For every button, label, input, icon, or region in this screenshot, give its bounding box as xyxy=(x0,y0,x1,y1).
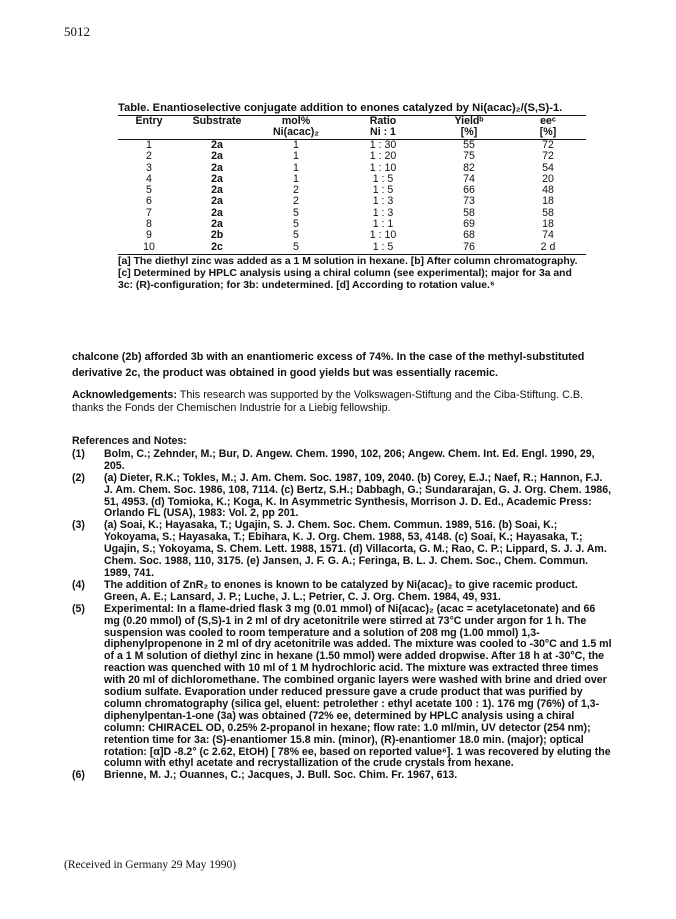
table-cell-ee: 72 xyxy=(542,150,554,163)
header-ee: eeᶜ xyxy=(540,115,556,127)
table-row xyxy=(118,219,586,230)
table-row xyxy=(118,196,586,207)
table-cell-entry: 7 xyxy=(146,206,152,219)
reference-text: (a) Dieter, R.K.; Tokles, M.; J. Am. Chem. Soc. 1987, 109, 2040. (b) Corey, E.J.; Naef, R.; Hannon, F.J. J. Am. Chem. Soc. 1986, 108, 7114. (c) Bertz, S.H.; Dabbagh, G.; Sundararajan, G. J. Org. Chem. 1986, 51, 4953. (d) Tomioka, K.; Koga, K. In Asymmetric Synthesis, Morrison J. D. Ed., Academic Press: Orlando FL (USA), 1983: Vol. 2, pp 201. xyxy=(104,471,612,520)
reference-number: (2) xyxy=(72,471,85,484)
table-cell-mol: 2 xyxy=(293,184,299,197)
table-cell-yield: 76 xyxy=(428,242,510,255)
table-caption: Table. Enantioselective conjugate addition to enones catalyzed by Ni(acac)₂/(S,S)-1. xyxy=(118,102,586,116)
reference-text: (a) Soai, K.; Hayasaka, T.; Ugajin, S. J. Chem. Soc. Chem. Commun. 1989, 516. (b) Soai, K.; Yokoyama, S.; Hayasaka, T.; Ebihara, K. J. Org. Chem. 1988, 53, 4148. (c) Soai, K.; Hayasaka, T.; Ugajin, S.; Yokoyama, S. Chem. Lett. 1988, 1571. (d) Villacorta, G. M.; Rao, C. P.; Lippard, S. J. J. Am. Chem. Soc. 1988, 110, 3175. (e) Jansen, J. F. G. A.; Feringa, B. L. J. Chem. Soc., Chem. Commun. 1989, 741. xyxy=(104,519,607,579)
table-cell-substrate: 2a xyxy=(211,195,223,208)
header-unit-mol: Ni(acac)₂ xyxy=(254,127,338,140)
table-cell-yield: 73 xyxy=(463,195,475,208)
reference-number: (5) xyxy=(72,602,85,615)
table-cell-yield: 74 xyxy=(463,172,475,185)
table-cell-ee: 48 xyxy=(542,184,554,197)
table-cell-entry: 6 xyxy=(146,195,152,208)
header-unit-ratio: Ni : 1 xyxy=(338,127,428,140)
reference-item xyxy=(72,580,612,604)
table-cell-ee: 74 xyxy=(542,229,554,242)
received-date: (Received in Germany 29 May 1990) xyxy=(64,859,237,871)
table-footnotes: [a] The diethyl zinc was added as a 1 M solution in hexane. [b] After column chromatography. [c] Determined by HPLC analysis using a chiral column (see experimental); major for 3a and 3c: (R)-configuration; for 3b: undetermined. [d] According to rotation value.⁶ xyxy=(118,255,578,291)
table-cell-yield: 66 xyxy=(463,184,475,197)
table-cell-ratio: 1 : 3 xyxy=(372,206,394,219)
table-cell-entry: 9 xyxy=(146,229,152,242)
table-cell-ratio: 1 : 3 xyxy=(372,195,394,208)
table-cell-mol: 5 xyxy=(254,242,338,255)
table-cell-ratio: 1 : 1 xyxy=(372,218,394,231)
table-cell-mol: 1 xyxy=(293,139,299,151)
table-cell-ee: 72 xyxy=(542,139,554,151)
header-ratio: Ratio xyxy=(369,115,397,127)
table-cell-entry: 10 xyxy=(118,242,180,255)
reference-number: (3) xyxy=(72,519,85,532)
table-cell-substrate: 2a xyxy=(211,150,223,163)
table-header-row xyxy=(118,116,586,127)
header-yield: Yieldᵇ xyxy=(454,115,484,127)
table-cell-yield: 55 xyxy=(463,139,475,151)
table-cell-ratio: 1 : 20 xyxy=(369,150,397,163)
reference-text: Bolm, C.; Zehnder, M.; Bur, D. Angew. Chem. 1990, 102, 206; Angew. Chem. Int. Ed. Engl. 1990, 29, 205. xyxy=(104,447,595,472)
table-row xyxy=(118,208,586,219)
table-cell-substrate: 2a xyxy=(211,184,223,197)
body-paragraph: chalcone (2b) afforded 3b with an enantiomeric excess of 74%. In the case of the methyl-substituted derivative 2c, the product was obtained in good yields but was essentially racemic. xyxy=(72,351,585,379)
table-row xyxy=(118,230,586,241)
table-cell-yield: 82 xyxy=(463,161,475,174)
table-row xyxy=(118,242,586,255)
table-row xyxy=(118,163,586,174)
table-header-units-row xyxy=(118,127,586,140)
table-cell-mol: 1 xyxy=(293,172,299,185)
table-row xyxy=(118,140,586,152)
table-row xyxy=(118,174,586,185)
table-cell-ratio: 1 : 10 xyxy=(369,161,397,174)
table-cell-mol: 5 xyxy=(293,206,299,219)
table-cell-entry: 8 xyxy=(146,218,152,231)
table-cell-substrate: 2a xyxy=(211,206,223,219)
table-cell-yield: 68 xyxy=(463,229,475,242)
table-cell-mol: 5 xyxy=(293,218,299,231)
header-mol: mol% xyxy=(281,115,311,127)
table-cell-substrate: 2b xyxy=(210,229,224,242)
acknowledgements xyxy=(72,389,607,414)
reference-number: (4) xyxy=(72,578,85,591)
table-cell-ee: 18 xyxy=(542,195,554,208)
acknowledgements-label: Acknowledgements: xyxy=(72,389,177,401)
table-body xyxy=(118,140,586,255)
table-row xyxy=(118,185,586,196)
table-cell-substrate: 2c xyxy=(180,242,254,255)
references-section xyxy=(72,436,612,782)
references-heading: References and Notes: xyxy=(72,435,187,447)
table-cell-ee: 20 xyxy=(542,172,554,185)
reference-item xyxy=(72,604,612,771)
reference-number: (1) xyxy=(72,447,85,460)
reference-item xyxy=(72,520,612,580)
reference-number: (6) xyxy=(72,769,85,782)
reference-item xyxy=(72,449,612,473)
table-cell-yield: 69 xyxy=(463,218,475,231)
table-row xyxy=(118,151,586,162)
page-number: 5012 xyxy=(64,24,90,39)
header-unit-entry xyxy=(118,127,180,140)
table-cell-yield: 75 xyxy=(463,150,475,163)
table-cell-entry: 3 xyxy=(146,161,152,174)
table-cell-entry: 1 xyxy=(146,139,152,151)
table-cell-mol: 5 xyxy=(293,229,299,242)
table-cell-yield: 58 xyxy=(463,206,475,219)
table-cell-ratio: 1 : 5 xyxy=(372,172,394,185)
table-cell-substrate: 2a xyxy=(211,139,223,151)
table-cell-substrate: 2a xyxy=(211,161,223,174)
table-cell-mol: 1 xyxy=(293,150,299,163)
table-cell-ee: 2 d xyxy=(510,242,586,255)
table-cell-substrate: 2a xyxy=(211,172,223,185)
reference-text: Experimental: In a flame-dried flask 3 mg (0.01 mmol) of Ni(acac)₂ (acac = acetylacetonate) and 66 mg (0.20 mmol) of (S,S)-1 in 2 ml of dry acetonitrile were stirred at 73°C under argon for 1 h. The suspension was cooled to room temperature and a solution of 208 mg (1.00 mmol) 1,3-diphenylpropenone in 2 ml of dry acetonitrile was added. The mixture was cooled to -30°C and 1.5 ml of a 1 M solution of diethyl zinc in hexane (1.50 mmol) were added dropwise. After 18 h at -30°C, the reaction was quenched with 10 ml of 1 M hydrochloric acid. The mixture was extracted three times with 20 ml of dichloromethane. The combined organic layers were washed with brine and dried over sodium sulfate. Evaporation under reduced pressure gave a crude product that was purified by column chromatography (silica gel, eluent: petrolether : ethyl acetate 100 : 1). 176 mg (76%) of 1,3-diphenylpentan-1-one (3a) was obtained (72% ee, determined by HPLC analysis using a chiral column: CHIRACEL OD, 0.25% 2-propanol in hexane; flow rate: 1.0 ml/min, UV detector (254 nm); retention time for 3a: (S)-enantiomer 15.8 min. (minor), (R)-enantiomer 18.0 min. (major); optical rotation: [α]D -8.2° (c 2.62, EtOH) [ 78% ee, based on reported value⁶]. 1 was recovered by eluting the column with ethyl acetate and recrystallization of the crude crystals from hexane. xyxy=(104,602,612,770)
reference-item xyxy=(72,770,612,782)
references-list xyxy=(72,449,612,782)
table-cell-ratio: 1 : 30 xyxy=(369,139,397,151)
table-cell-entry: 5 xyxy=(146,184,152,197)
reference-text: The addition of ZnR₂ to enones is known to be catalyzed by Ni(acac)₂ to give racemic product. Green, A. E.; Lansard, J. P.; Luche, J. L.; Petrier, C. J. Org. Chem. 1984, 49, 931. xyxy=(104,578,578,603)
table-cell-ratio: 1 : 5 xyxy=(338,242,428,255)
table-cell-ee: 58 xyxy=(542,206,554,219)
table-cell-ratio: 1 : 5 xyxy=(372,184,394,197)
table-cell-mol: 1 xyxy=(293,161,299,174)
header-unit-yield: [%] xyxy=(428,127,510,140)
header-unit-substrate xyxy=(180,127,254,140)
acknowledgements-text: This research was supported by the Volkswagen-Stiftung and the Ciba-Stiftung. C.B. thanks the Fonds der Chemischen Industrie for a Liebig fellowship. xyxy=(72,389,584,414)
table-cell-ratio: 1 : 10 xyxy=(369,229,397,242)
table-cell-ee: 54 xyxy=(542,161,554,174)
header-entry: Entry xyxy=(135,115,163,127)
table-cell-mol: 2 xyxy=(293,195,299,208)
header-unit-ee: [%] xyxy=(510,127,586,140)
results-table-block xyxy=(118,102,586,292)
reference-item xyxy=(72,473,612,521)
table-cell-entry: 2 xyxy=(146,150,152,163)
table-cell-substrate: 2a xyxy=(211,218,223,231)
table-cell-ee: 18 xyxy=(542,218,554,231)
reference-text: Brienne, M. J.; Ouannes, C.; Jacques, J. Bull. Soc. Chim. Fr. 1967, 613. xyxy=(104,769,458,782)
table-cell-entry: 4 xyxy=(146,172,152,185)
results-table xyxy=(118,116,586,255)
header-substrate: Substrate xyxy=(192,115,242,127)
